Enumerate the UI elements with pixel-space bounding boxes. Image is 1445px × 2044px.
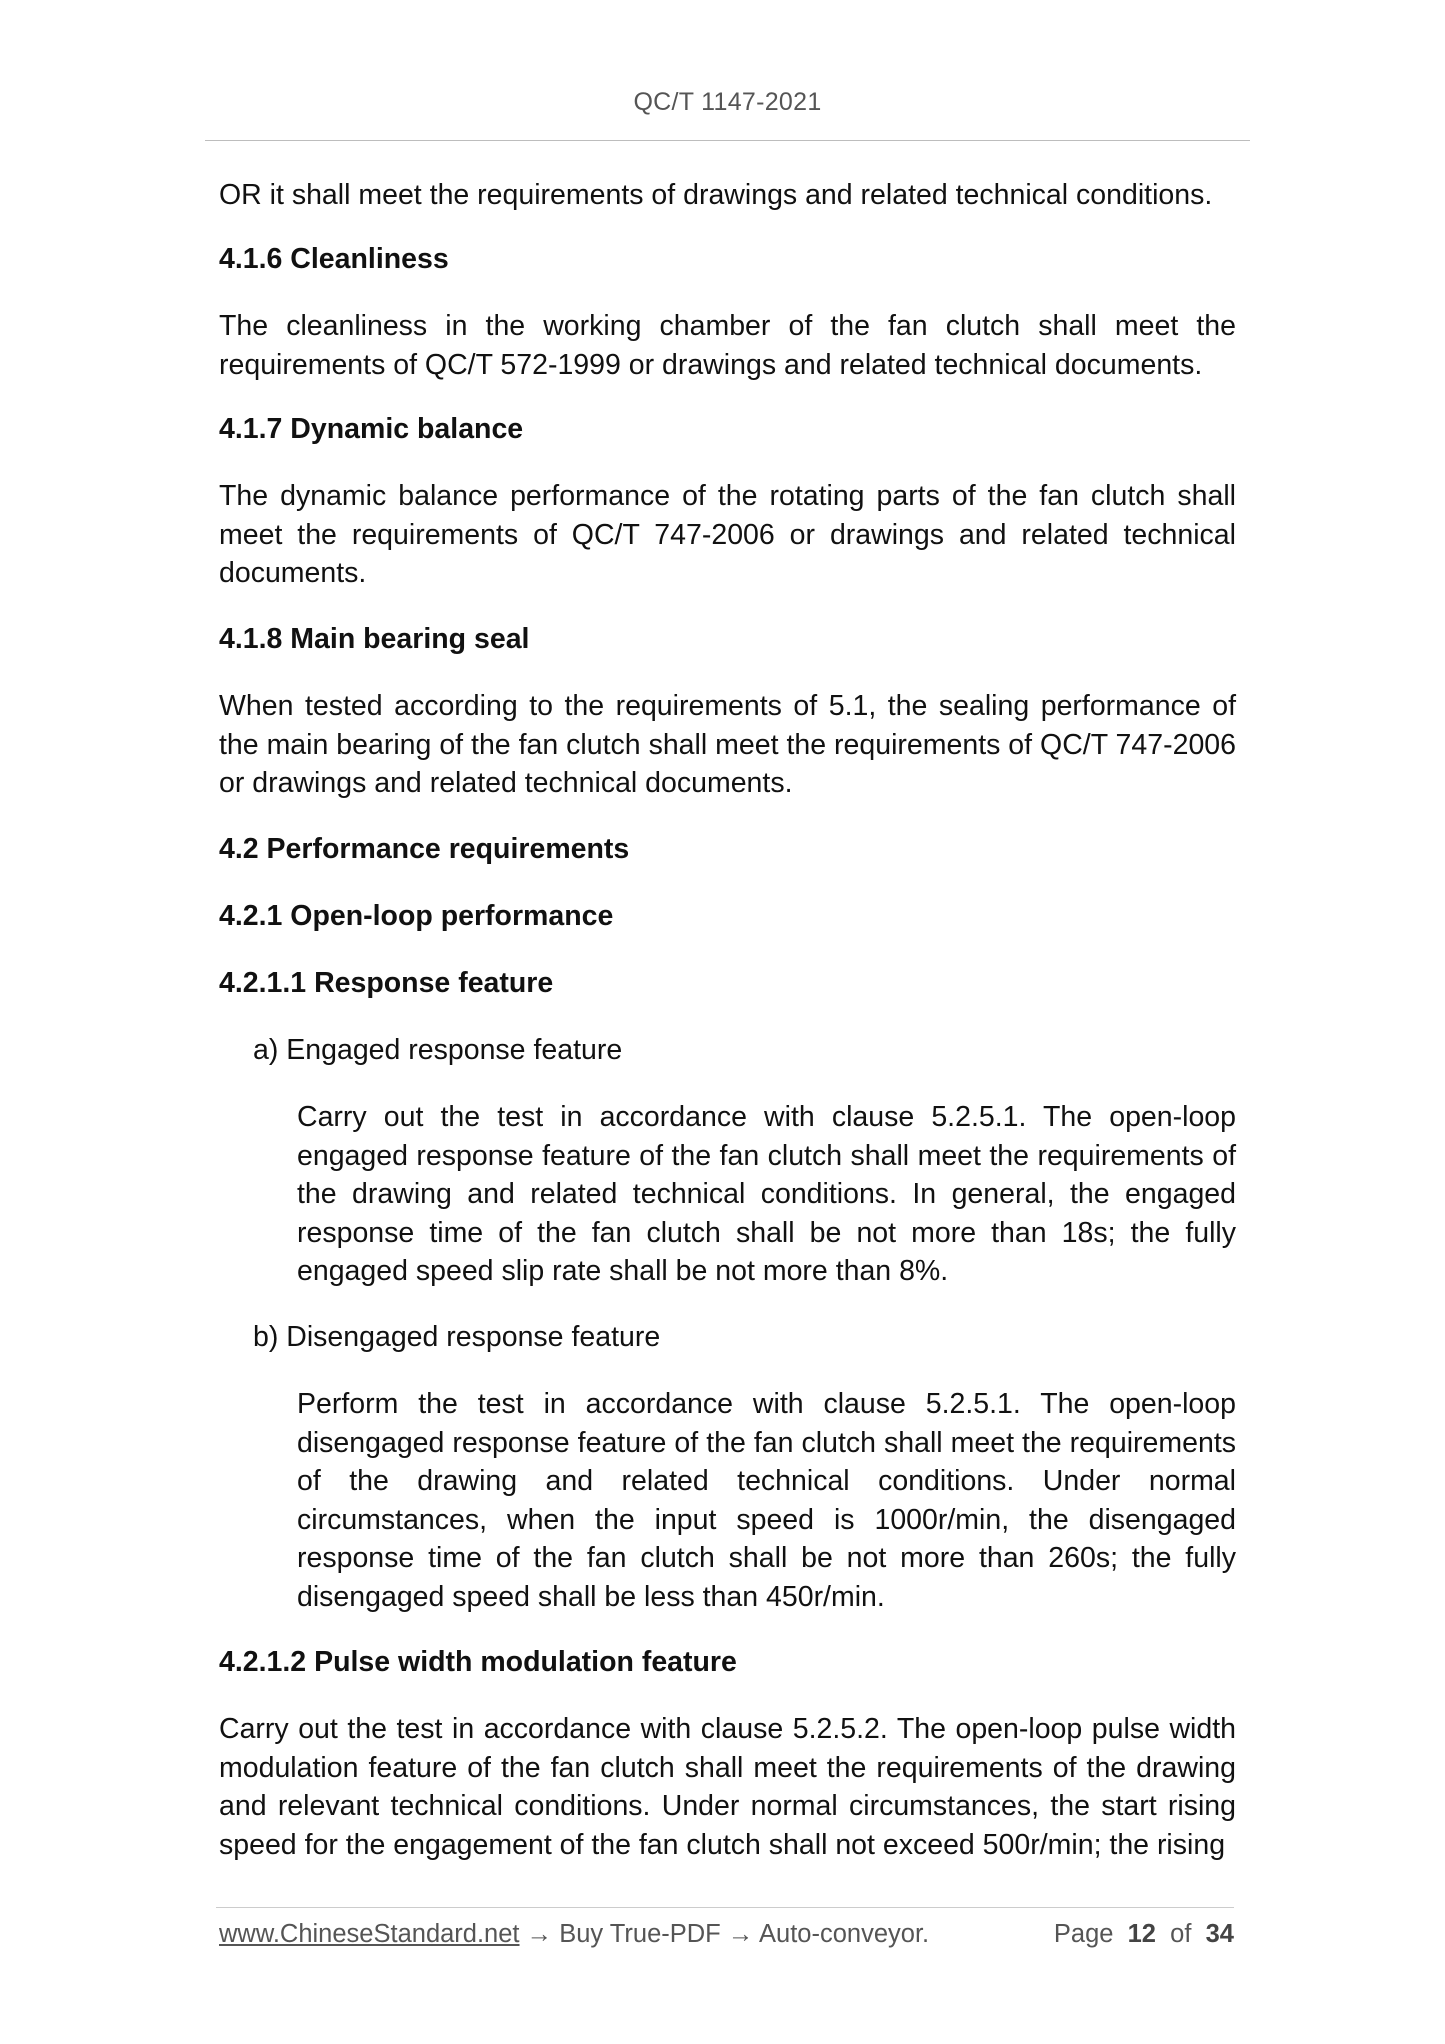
arrow-right-icon: → xyxy=(526,1920,553,1948)
heading-4-1-7: 4.1.7 Dynamic balance xyxy=(219,413,524,445)
heading-4-2-1-2: 4.2.1.2 Pulse width modulation feature xyxy=(219,1646,737,1678)
site-link[interactable]: www.ChineseStandard.net xyxy=(219,1920,520,1948)
page-header xyxy=(205,88,1250,141)
footer-links xyxy=(219,1920,929,1949)
page-label: Page xyxy=(1053,1920,1114,1948)
heading-4-2-1: 4.2.1 Open-loop performance xyxy=(219,900,614,932)
doc-id: QC/T 1147-2021 xyxy=(633,88,822,116)
paragraph-4-2-1-2: Carry out the test in accordance with clause 5.2.5.2. The open-loop pulse width modulation feature of the fan clutch shall meet the requirements of the drawing and relevant technical conditions. Under normal circumstances, the start rising speed for the engagement of the fan clutch shall not exceed 500r/min; the rising xyxy=(219,1713,1236,1861)
arrow-right-icon: → xyxy=(727,1920,754,1948)
heading-4-2-1-1: 4.2.1.1 Response feature xyxy=(219,967,554,999)
heading-4-2: 4.2 Performance requirements xyxy=(219,833,630,865)
heading-4-1-8: 4.1.8 Main bearing seal xyxy=(219,623,530,655)
auto-conveyor-text: Auto-conveyor. xyxy=(759,1920,930,1948)
page-counter xyxy=(1054,1920,1234,1949)
list-item-b-text: Perform the test in accordance with clause 5.2.5.1. The open-loop disengaged response feature of the fan clutch shall meet the requirements of the drawing and related technical conditions. Under normal circumstances, when the input speed is 1000r/min, the disengaged response time of the fan clutch shall be not more than 260s; the fully disengaged speed shall be less than 450r/min. xyxy=(297,1388,1236,1613)
paragraph-intro: OR it shall meet the requirements of drawings and related technical conditions. xyxy=(219,179,1213,211)
footer-divider xyxy=(216,1907,1234,1908)
page-total: 34 xyxy=(1205,1920,1234,1948)
paragraph-4-1-8: When tested according to the requirements of 5.1, the sealing performance of the main bearing of the fan clutch shall meet the requirements of QC/T 747-2006 or drawings and related technical documents. xyxy=(219,690,1236,799)
list-item-a-label: a) Engaged response feature xyxy=(253,1034,623,1066)
page-number: 12 xyxy=(1127,1920,1156,1948)
paragraph-4-1-6: The cleanliness in the working chamber of the fan clutch shall meet the requirements of QC/T 572-1999 or drawings and related technical documents. xyxy=(219,310,1236,381)
paragraph-4-1-7: The dynamic balance performance of the rotating parts of the fan clutch shall meet the requirements of QC/T 747-2006 or drawings and related technical documents. xyxy=(219,480,1236,589)
heading-4-1-6: 4.1.6 Cleanliness xyxy=(219,243,449,275)
of-label: of xyxy=(1170,1920,1192,1948)
buy-true-pdf-text: Buy True-PDF xyxy=(559,1920,721,1948)
list-item-a-text: Carry out the test in accordance with clause 5.2.5.1. The open-loop engaged response feature of the fan clutch shall meet the requirements of the drawing and related technical conditions. In general, the engaged response time of the fan clutch shall be not more than 18s; the fully engaged speed slip rate shall be not more than 8%. xyxy=(297,1101,1236,1287)
list-item-b-label: b) Disengaged response feature xyxy=(253,1321,661,1353)
